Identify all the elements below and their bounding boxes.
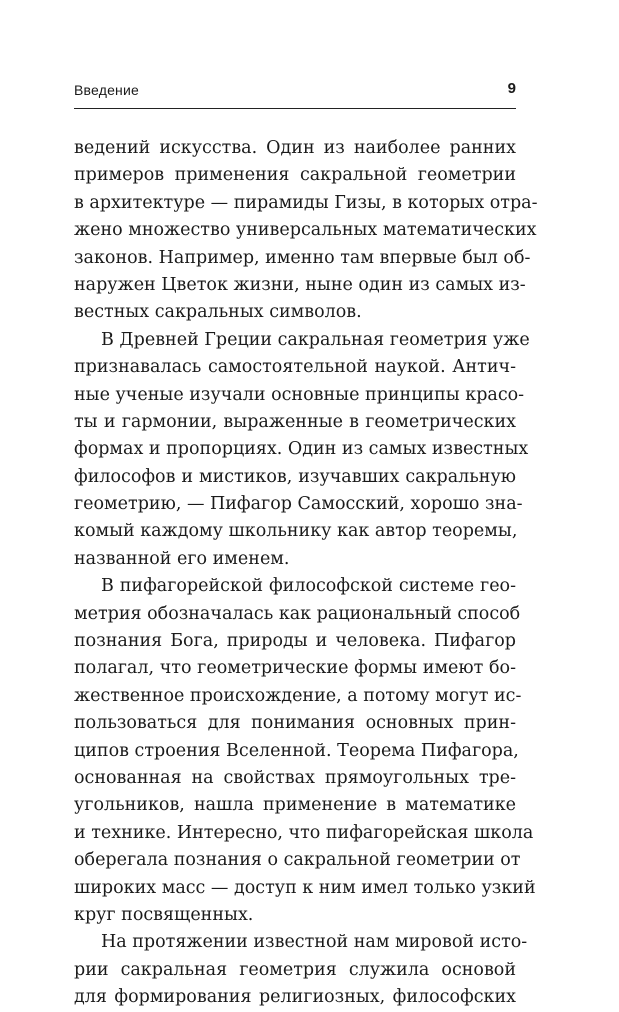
text-line: для формирования религиозных, философских [74, 987, 516, 1008]
text-line: В Древней Греции сакральная геометрия уже [101, 329, 530, 350]
text-line: рии сакральная геометрия служила основой [74, 959, 516, 980]
text-line: метрия обозначалась как рациональный способ [74, 603, 521, 624]
text-line: основанная на свойствах прямоугольных тре- [74, 767, 516, 788]
text-line: примеров применения сакральной геометрии [74, 165, 516, 186]
text-line: жено множество универсальных математических [74, 220, 537, 241]
text-line: полагал, что геометрические формы имеют бо- [74, 658, 516, 679]
text-line: философов и мистиков, изучавших сакральную [74, 466, 516, 487]
text-line: ведений искусства. Один из наиболее ранних [74, 138, 516, 158]
text-line: формах и пропорциях. Один из самых известных [74, 439, 529, 460]
text-line: широких масс — доступ к ним имел только узкий [74, 877, 536, 898]
text-line: геометрию, — Пифагор Самосский, хорошо зна- [74, 494, 523, 515]
paragraph [74, 929, 528, 1011]
text-line: угольников, нашла применение в математике [74, 795, 516, 816]
text-line: ципов строения Вселенной. Теорема Пифагора, [74, 740, 519, 761]
body-text [74, 135, 538, 1012]
text-line: ты и гармонии, выраженные в геометрических [74, 411, 516, 432]
text-line: ные ученые изучали основные принципы красо- [74, 384, 525, 405]
page-number: 9 [507, 80, 516, 97]
paragraph [74, 573, 536, 929]
paragraph [74, 135, 538, 327]
text-line: познания Бога, природы и человека. Пифагор [74, 631, 516, 652]
text-line: оберегала познания о сакральной геометрии от [74, 850, 521, 871]
text-line: и технике. Интересно, что пифагорейская школа [74, 822, 534, 843]
text-line: комый каждому школьнику как автор теоремы, [74, 521, 518, 542]
text-line: На протяжении известной нам мировой исто- [101, 932, 528, 953]
text-line: В пифагорейской философской системе гео- [101, 576, 516, 597]
text-line: названной его именем. [74, 548, 290, 569]
running-header [74, 78, 516, 109]
text-line: наружен Цветок жизни, ныне один из самых из- [74, 274, 526, 295]
text-line: признавалась самостоятельной наукой. Антич- [74, 357, 516, 378]
text-line: в архитектуре — пирамиды Гизы, в которых отра- [74, 192, 538, 213]
text-line: законов. Например, именно там впервые был об- [74, 247, 531, 268]
section-title: Введение [74, 82, 139, 98]
text-line: вестных сакральных символов. [74, 302, 362, 323]
text-line: круг посвященных. [74, 904, 254, 925]
paragraph [74, 327, 530, 574]
text-line: пользоваться для понимания основных прин- [74, 713, 516, 734]
text-line: жественное происхождение, а потому могут ис- [74, 685, 522, 706]
